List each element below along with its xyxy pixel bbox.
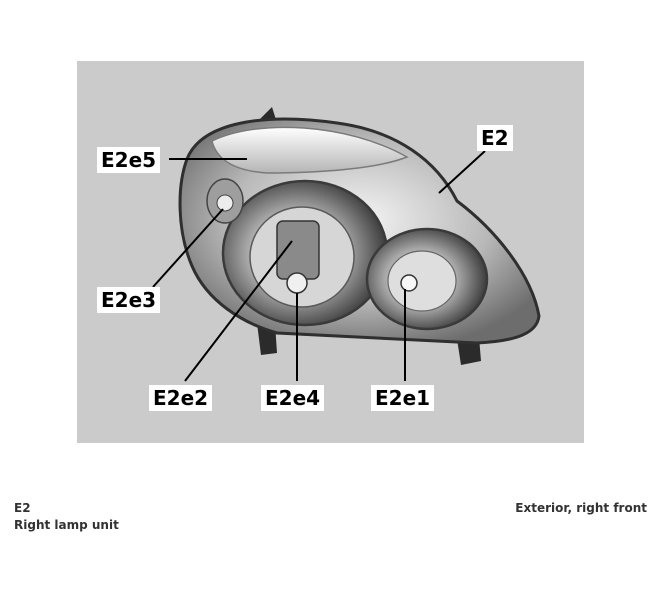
component-description: Right lamp unit: [14, 518, 119, 532]
leader-e2: [439, 151, 485, 193]
main-bulb: [287, 273, 307, 293]
callout-e2e1: E2e1: [371, 385, 434, 411]
main-bulb-shield: [277, 221, 319, 279]
aux-bulb: [401, 275, 417, 291]
component-code: E2: [14, 501, 31, 515]
headlamp-figure: [77, 61, 584, 443]
callout-e2e5: E2e5: [97, 147, 160, 173]
component-location: Exterior, right front: [515, 501, 647, 515]
callout-e2e4: E2e4: [261, 385, 324, 411]
aux-reflector-inner: [388, 251, 456, 311]
callout-e2e2: E2e2: [149, 385, 212, 411]
side-bulb: [217, 195, 233, 211]
callout-e2: E2: [477, 125, 513, 151]
callout-e2e3: E2e3: [97, 287, 160, 313]
